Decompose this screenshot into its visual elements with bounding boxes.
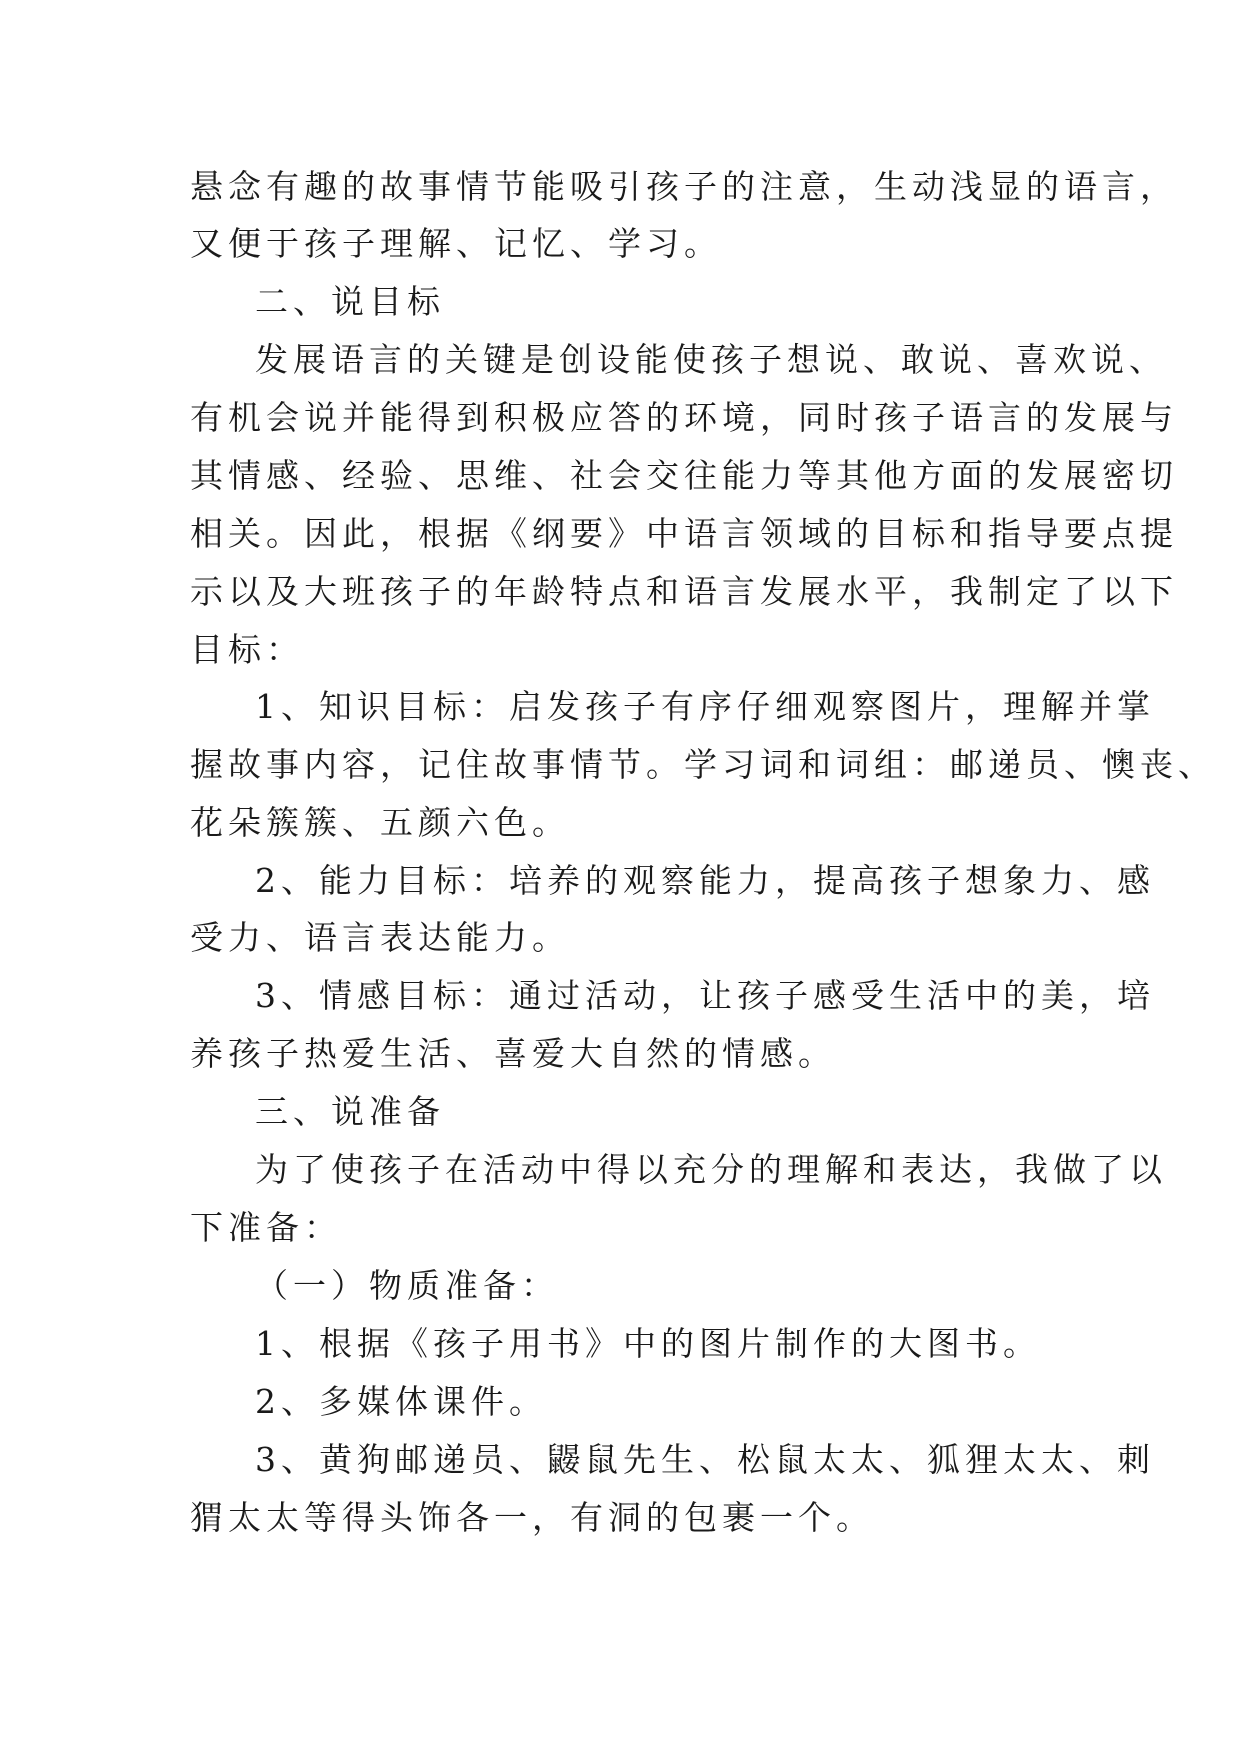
text-line: 为了使孩子在活动中得以充分的理解和表达，我做了以: [255, 1150, 1167, 1189]
text-line: 示以及大班孩子的年龄特点和语言发展水平，我制定了以下: [190, 572, 1178, 611]
text-line: 相关。因此，根据《纲要》中语言领域的目标和指导要点提: [190, 514, 1178, 553]
list-item-line: 1、知识目标：启发孩子有序仔细观察图片，理解并掌: [255, 687, 1155, 726]
section-heading: 二、说目标: [255, 282, 445, 321]
text-line: 猬太太等得头饰各一，有洞的包裹一个。: [190, 1498, 874, 1537]
list-item-line: 2、多媒体课件。: [255, 1382, 547, 1421]
text-line: 其情感、经验、思维、社会交往能力等其他方面的发展密切: [190, 456, 1178, 495]
text-line: 发展语言的关键是创设能使孩子想说、敢说、喜欢说、: [255, 340, 1167, 379]
text-line: 目标：: [190, 630, 304, 669]
text-line: 养孩子热爱生活、喜爱大自然的情感。: [190, 1034, 836, 1073]
list-item-line: 1、根据《孩子用书》中的图片制作的大图书。: [255, 1324, 1041, 1363]
text-line: 又便于孩子理解、记忆、学习。: [190, 224, 722, 263]
text-line: 握故事内容，记住故事情节。学习词和词组：邮递员、懊丧、: [190, 745, 1216, 784]
text-line: 下准备：: [190, 1208, 342, 1247]
section-heading: 三、说准备: [255, 1092, 445, 1131]
subsection-heading: （一）物质准备：: [255, 1266, 559, 1305]
list-item-line: 3、情感目标：通过活动，让孩子感受生活中的美，培: [255, 976, 1155, 1015]
text-line: 悬念有趣的故事情节能吸引孩子的注意，生动浅显的语言，: [190, 167, 1178, 206]
list-item-line: 3、黄狗邮递员、鼹鼠先生、松鼠太太、狐狸太太、刺: [255, 1440, 1155, 1479]
text-line: 受力、语言表达能力。: [190, 918, 570, 957]
text-line: 有机会说并能得到积极应答的环境，同时孩子语言的发展与: [190, 398, 1178, 437]
list-item-line: 2、能力目标：培养的观察能力，提高孩子想象力、感: [255, 861, 1155, 900]
text-line: 花朵簇簇、五颜六色。: [190, 803, 570, 842]
